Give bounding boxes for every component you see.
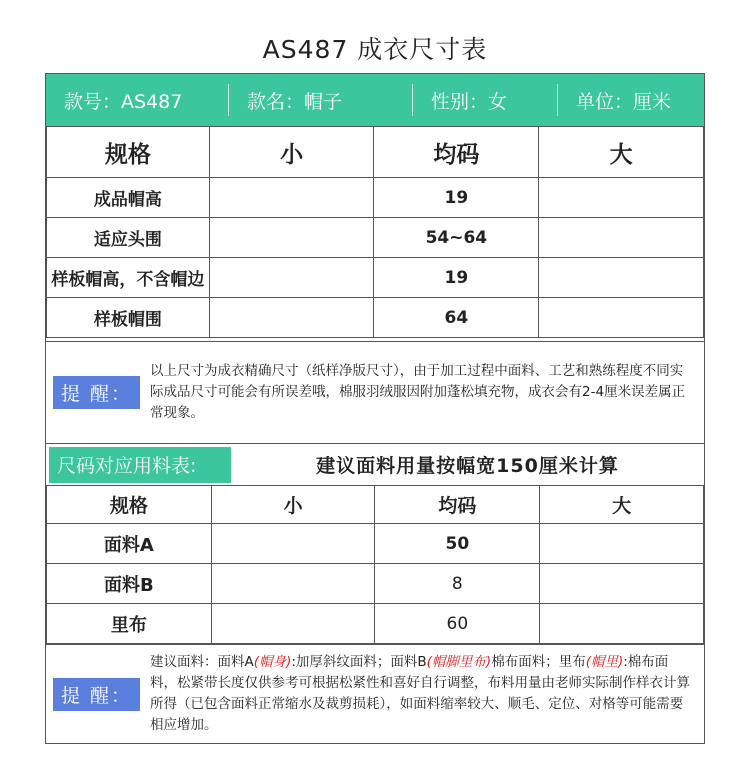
row-label: 面料B [47,564,212,604]
cell-small [211,564,375,604]
cell-small [209,218,374,258]
cell-large [540,604,704,644]
text-segment: 建议面料：面料A [150,654,254,670]
cell-large [539,298,704,338]
cell-one-size: 50 [375,524,540,564]
cell-large [540,524,704,564]
highlight-text: (帽身) [253,654,292,670]
reminder-text: 以上尺寸为成衣精确尺寸（纸样净版尺寸），由于加工过程中面料、工艺和熟练程度不同实际成品尺寸可能会有所误差哦，棉服羽绒服因附加蓬松填充物，成衣会有2-4厘米误差属正常现象。 [150,363,686,421]
cell-one-size: 19 [374,178,539,218]
cell-large [540,564,704,604]
table-row [47,298,704,338]
highlight-text: (帽脚里布) [426,654,492,670]
table-row [47,218,704,258]
row-label: 里布 [47,604,212,644]
row-label: 面料A [47,524,212,564]
unit: 单位：厘米 [576,90,672,113]
header-cell: 大 [539,127,704,178]
page-title: AS487 成衣尺寸表 [262,35,488,64]
cell-one-size: 8 [375,564,540,604]
cell-one-size: 54~64 [374,218,539,258]
header-cell: 均码 [375,486,540,524]
cell-small [209,258,374,298]
table-header-row [47,127,704,178]
row-label: 样板帽围 [47,298,210,338]
gender: 性别：女 [431,90,508,113]
cell-one-size: 19 [374,258,539,298]
cell-large [539,178,704,218]
info-bar [46,74,704,126]
row-label: 适应头围 [47,218,210,258]
size-table [46,126,704,338]
header-cell: 大 [540,486,704,524]
fabric-table [46,485,704,644]
text-segment: :加厚斜纹面料；面料B [291,654,427,670]
cell-small [209,298,374,338]
table-header-row [47,486,704,524]
table-row [47,564,704,604]
cell-large [539,258,704,298]
cell-one-size: 64 [374,298,539,338]
header-cell: 规格 [47,486,212,524]
fabric-width-note: 建议面料用量按幅宽150厘米计算 [316,455,619,477]
highlight-text: (帽里) [585,654,624,670]
style-number: 款号：AS487 [64,90,183,113]
table-row [47,524,704,564]
cell-one-size: 60 [375,604,540,644]
table-row [47,604,704,644]
cell-small [209,178,374,218]
cell-small [211,524,375,564]
reminder-badge: 提 醒： [53,678,140,711]
header-cell: 均码 [374,127,539,178]
fabric-table-label: 尺码对应用料表: [49,447,231,483]
row-label: 样板帽高，不含帽边 [47,258,210,298]
text-segment: :棉布面料，松紧带长度仅供参考可根据松紧性和喜好自行调整，布料用量由老师实际制作样衣计算所得（已包含面料正常缩水及裁剪损耗），如面料缩率较大、顺毛、定位、对格等可能需要相应增加。 [150,654,691,733]
reminder-badge: 提 醒： [53,376,140,409]
size-chart-frame [45,73,705,744]
fabric-reminder-note [46,644,704,743]
text-segment: 棉布面料；里布 [491,654,586,670]
row-label: 成品帽高 [47,178,210,218]
header-cell: 规格 [47,127,210,178]
item-name: 款名：帽子 [247,90,343,113]
table-row [47,258,704,298]
fabric-reminder-text [150,652,704,736]
reminder-note [46,341,704,443]
header-cell: 小 [211,486,375,524]
table-row [47,178,704,218]
cell-small [211,604,375,644]
fabric-bar [46,443,704,485]
header-cell: 小 [209,127,374,178]
cell-large [539,218,704,258]
